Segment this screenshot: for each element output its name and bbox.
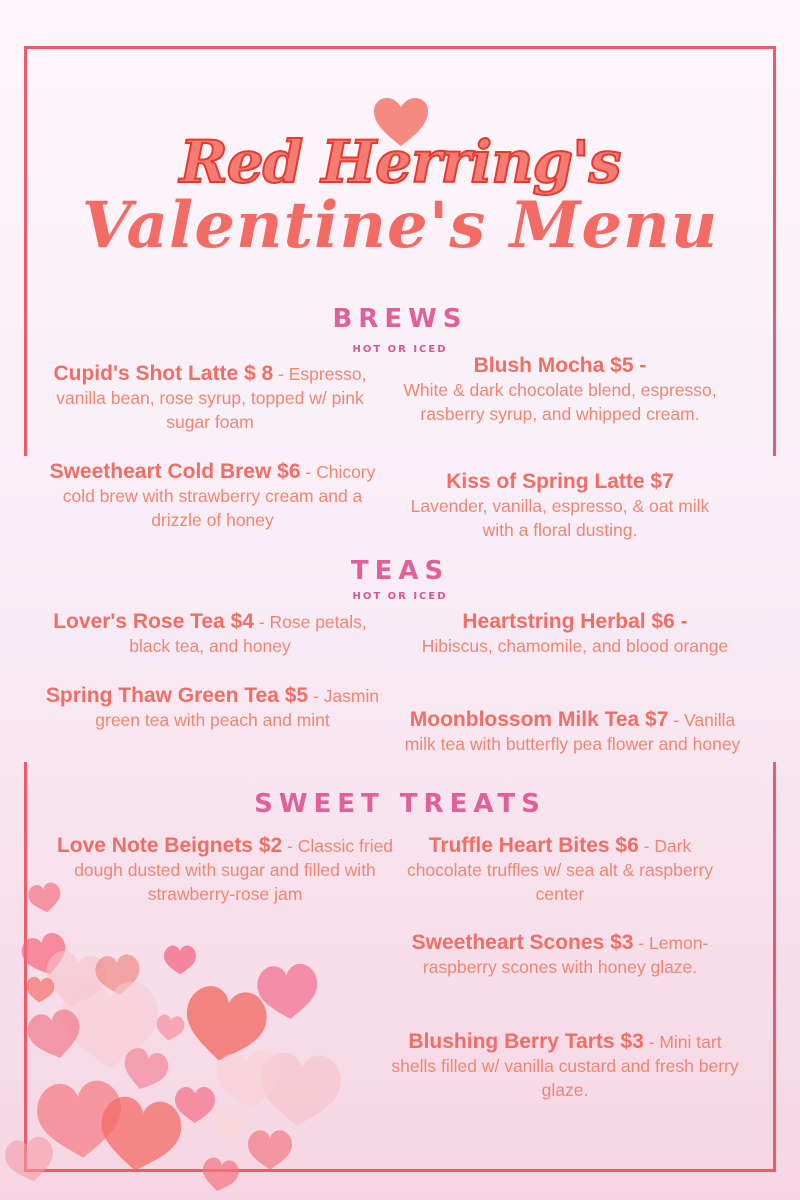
menu-item xyxy=(40,362,380,434)
item-description: - Vanilla milk tea with butterfly pea flower and honey xyxy=(404,710,741,754)
item-name: Moonblossom Milk Tea $7 xyxy=(409,708,669,731)
section-title-sweet-treats: SWEET TREATS xyxy=(254,789,546,819)
section-title-teas: TEAS xyxy=(350,556,450,586)
item-description: - Chicory cold brew with strawberry cream and a drizzle of honey xyxy=(62,462,376,530)
section-subtitle-brews: HOT OR ICED xyxy=(352,344,448,355)
menu-item xyxy=(390,834,730,906)
item-name: Sweetheart Scones $3 xyxy=(411,931,634,954)
item-name: Blush Mocha $5 - xyxy=(473,354,647,377)
menu-item xyxy=(40,684,385,732)
item-description: Lavender, vanilla, espresso, & oat milk with a floral dusting. xyxy=(410,496,710,540)
item-description: - Jasmin green tea with peach and mint xyxy=(95,686,380,730)
item-description: - Lemon-raspberry scones with honey glaze. xyxy=(422,933,709,977)
menu-item xyxy=(385,1030,745,1102)
item-name: Kiss of Spring Latte $7 xyxy=(446,470,674,493)
menu-item xyxy=(395,470,725,542)
item-description: White & dark chocolate blend, espresso, rasberry syrup, and whipped cream. xyxy=(403,380,717,424)
item-name: Lover's Rose Tea $4 xyxy=(53,610,254,633)
item-description: - Dark chocolate truffles w/ sea alt & raspberry center xyxy=(406,836,714,904)
menu-item xyxy=(385,354,735,426)
item-name: Cupid's Shot Latte $ 8 xyxy=(53,362,274,385)
menu-item xyxy=(40,460,385,532)
frame-top-border xyxy=(24,46,776,49)
menu-item xyxy=(405,610,745,658)
menu-item xyxy=(50,610,370,658)
item-name: Blushing Berry Tarts $3 xyxy=(408,1030,644,1053)
menu-item xyxy=(400,708,745,756)
item-name: Heartstring Herbal $6 - xyxy=(462,610,688,633)
item-name: Sweetheart Cold Brew $6 xyxy=(49,460,301,483)
item-name: Spring Thaw Green Tea $5 xyxy=(45,684,309,707)
page-title-line1: Red Herring's xyxy=(179,128,621,196)
item-description: - Rose petals, black tea, and honey xyxy=(129,612,367,656)
item-description: - Classic fried dough dusted with sugar and filled with strawberry-rose jam xyxy=(74,836,394,904)
section-subtitle-teas: HOT OR ICED xyxy=(352,591,448,602)
item-name: Truffle Heart Bites $6 xyxy=(428,834,639,857)
page-title-line2: Valentine's Menu xyxy=(81,188,719,263)
section-title-brews: BREWS xyxy=(332,304,468,334)
menu-item xyxy=(405,931,715,979)
item-description: - Espresso, vanilla bean, rose syrup, topped w/ pink sugar foam xyxy=(56,364,367,432)
item-description: Hibiscus, chamomile, and blood orange xyxy=(421,636,729,656)
hearts-decoration xyxy=(0,860,360,1200)
item-name: Love Note Beignets $2 xyxy=(56,834,283,857)
item-description: - Mini tart shells filled w/ vanilla custard and fresh berry glaze. xyxy=(391,1032,739,1100)
frame-right-border-lower xyxy=(773,762,776,1172)
